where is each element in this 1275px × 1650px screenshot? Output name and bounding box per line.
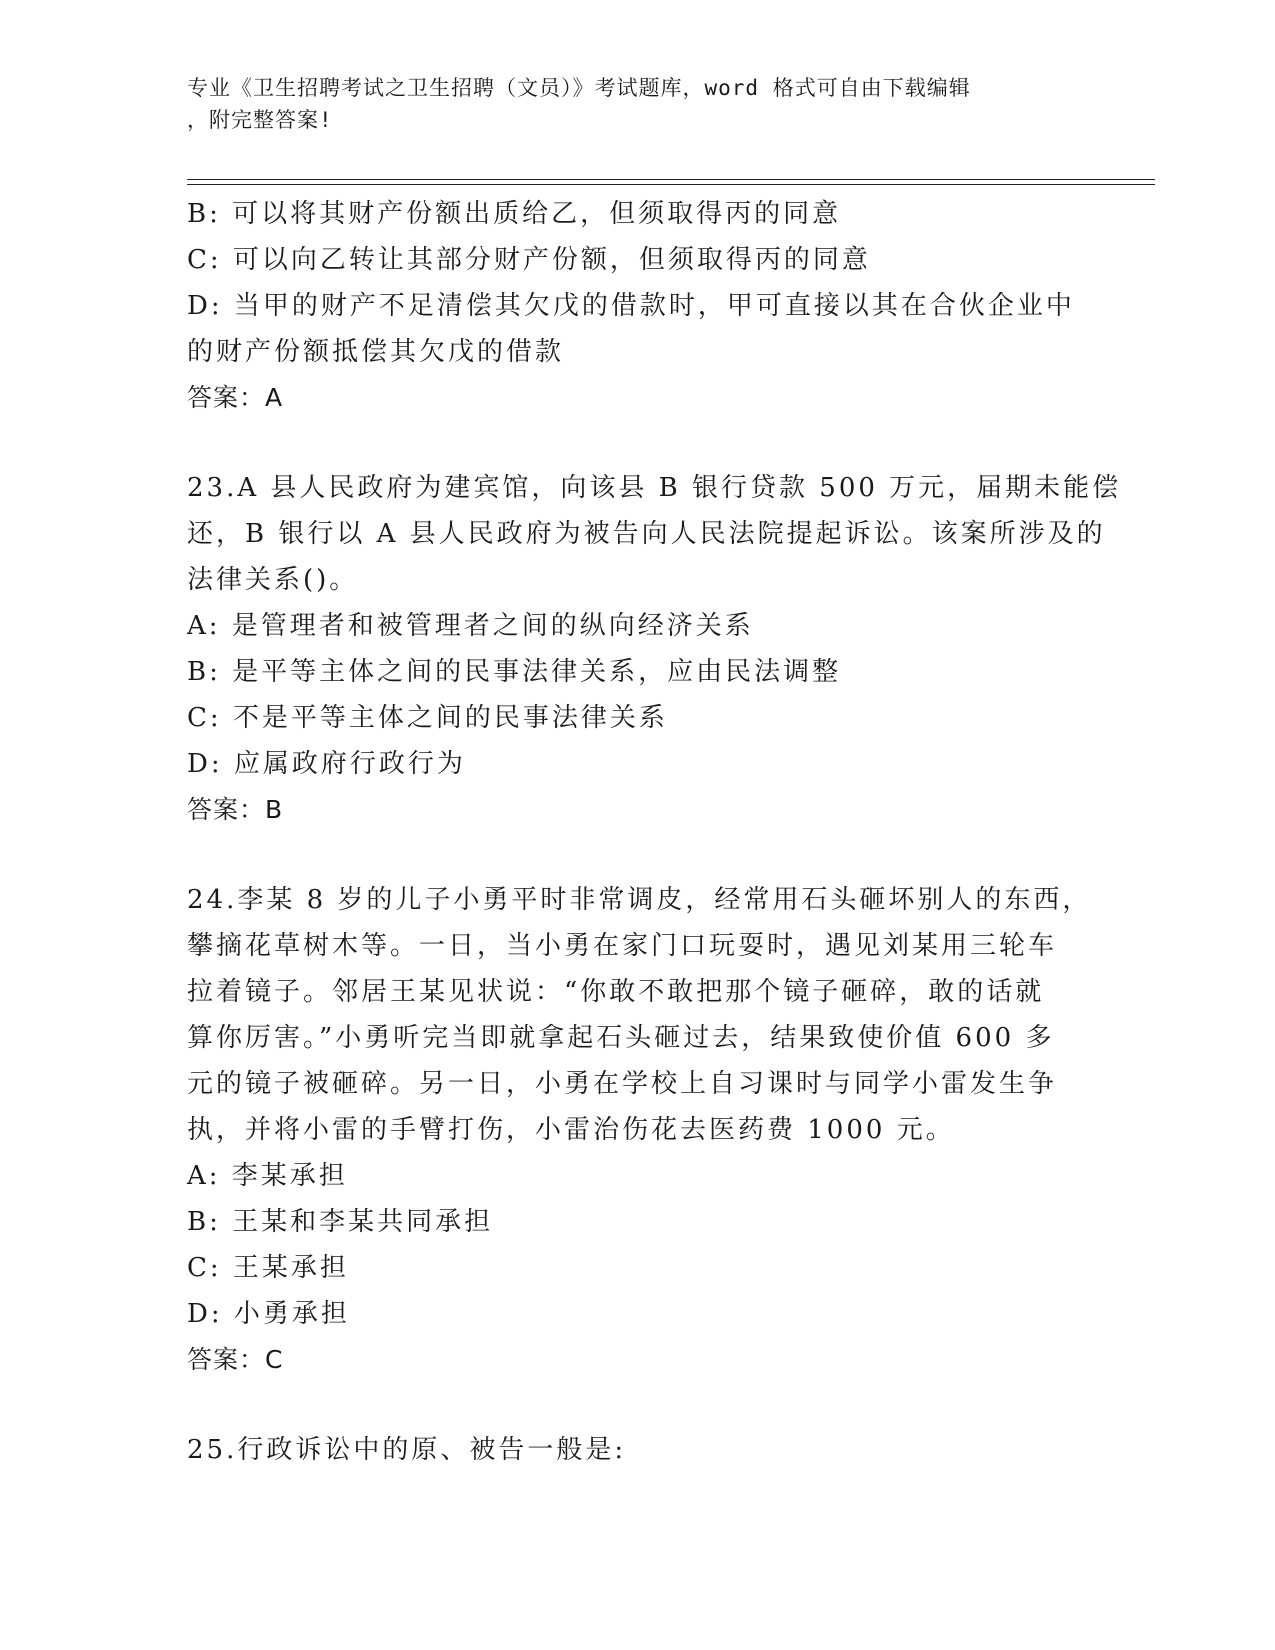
option-a: A: 李某承担 — [187, 1161, 348, 1191]
question-stem-line: 攀摘花草树木等。一日，当小勇在家门口玩耍时，遇见刘某用三轮车 — [187, 931, 1058, 961]
question-23 — [187, 465, 1122, 833]
option-d: D: 小勇承担 — [187, 1299, 350, 1329]
option-c: C: 可以向乙转让其部分财产份额，但须取得丙的同意 — [187, 245, 871, 275]
question-stem-line: 法律关系()。 — [187, 565, 359, 595]
question-stem-line: 拉着镜子。邻居王某见状说：“你敢不敢把那个镜子砸碎，敢的话就 — [187, 977, 1045, 1007]
option-b: B: 王某和李某共同承担 — [187, 1207, 494, 1237]
document-header — [187, 72, 1087, 136]
option-c: C: 王某承担 — [187, 1253, 349, 1283]
document-body — [187, 191, 1122, 1473]
question-stem-line: 25.行政诉讼中的原、被告一般是: — [187, 1435, 627, 1465]
question-stem-line: 24.李某 8 岁的儿子小勇平时非常调皮，经常用石头砸坏别人的东西， — [187, 885, 1092, 915]
option-b: B: 可以将其财产份额出质给乙，但须取得丙的同意 — [187, 199, 842, 229]
header-divider-bottom — [187, 184, 1155, 185]
option-c: C: 不是平等主体之间的民事法律关系 — [187, 703, 668, 733]
option-a: A: 是管理者和被管理者之间的纵向经济关系 — [187, 611, 754, 641]
option-d: D: 应属政府行政行为 — [187, 749, 466, 779]
answer: 答案：C — [187, 1345, 284, 1374]
header-line-1: 专业《卫生招聘考试之卫生招聘（文员）》考试题库，word 格式可自由下载编辑 — [187, 76, 971, 100]
option-d: D: 当甲的财产不足清偿其欠戊的借款时，甲可直接以其在合伙企业中 — [187, 291, 1075, 321]
question-stem-line: 还，B 银行以 A 县人民政府为被告向人民法院提起诉讼。该案所涉及的 — [187, 519, 1106, 549]
answer: 答案：B — [187, 795, 284, 824]
option-d-continued: 的财产份额抵偿其欠戊的借款 — [187, 337, 565, 367]
question-stem-line: 执，并将小雷的手臂打伤，小雷治伤花去医药费 1000 元。 — [187, 1115, 955, 1145]
question-stem-line: 元的镜子被砸碎。另一日，小勇在学校上自习课时与同学小雷发生争 — [187, 1069, 1058, 1099]
question-stem-line: 23.A 县人民政府为建宾馆，向该县 B 银行贷款 500 万元，届期未能偿 — [187, 473, 1122, 503]
header-line-2: ，附完整答案! — [187, 108, 333, 132]
question-24 — [187, 877, 1092, 1383]
question-stem-line: 算你厉害。”小勇听完当即就拿起石头砸过去，结果致使价值 600 多 — [187, 1023, 1055, 1053]
question-22-continued — [187, 191, 1087, 421]
header-divider-top — [187, 179, 1155, 180]
question-25 — [187, 1427, 1087, 1473]
option-b: B: 是平等主体之间的民事法律关系，应由民法调整 — [187, 657, 842, 687]
answer: 答案：A — [187, 383, 284, 412]
